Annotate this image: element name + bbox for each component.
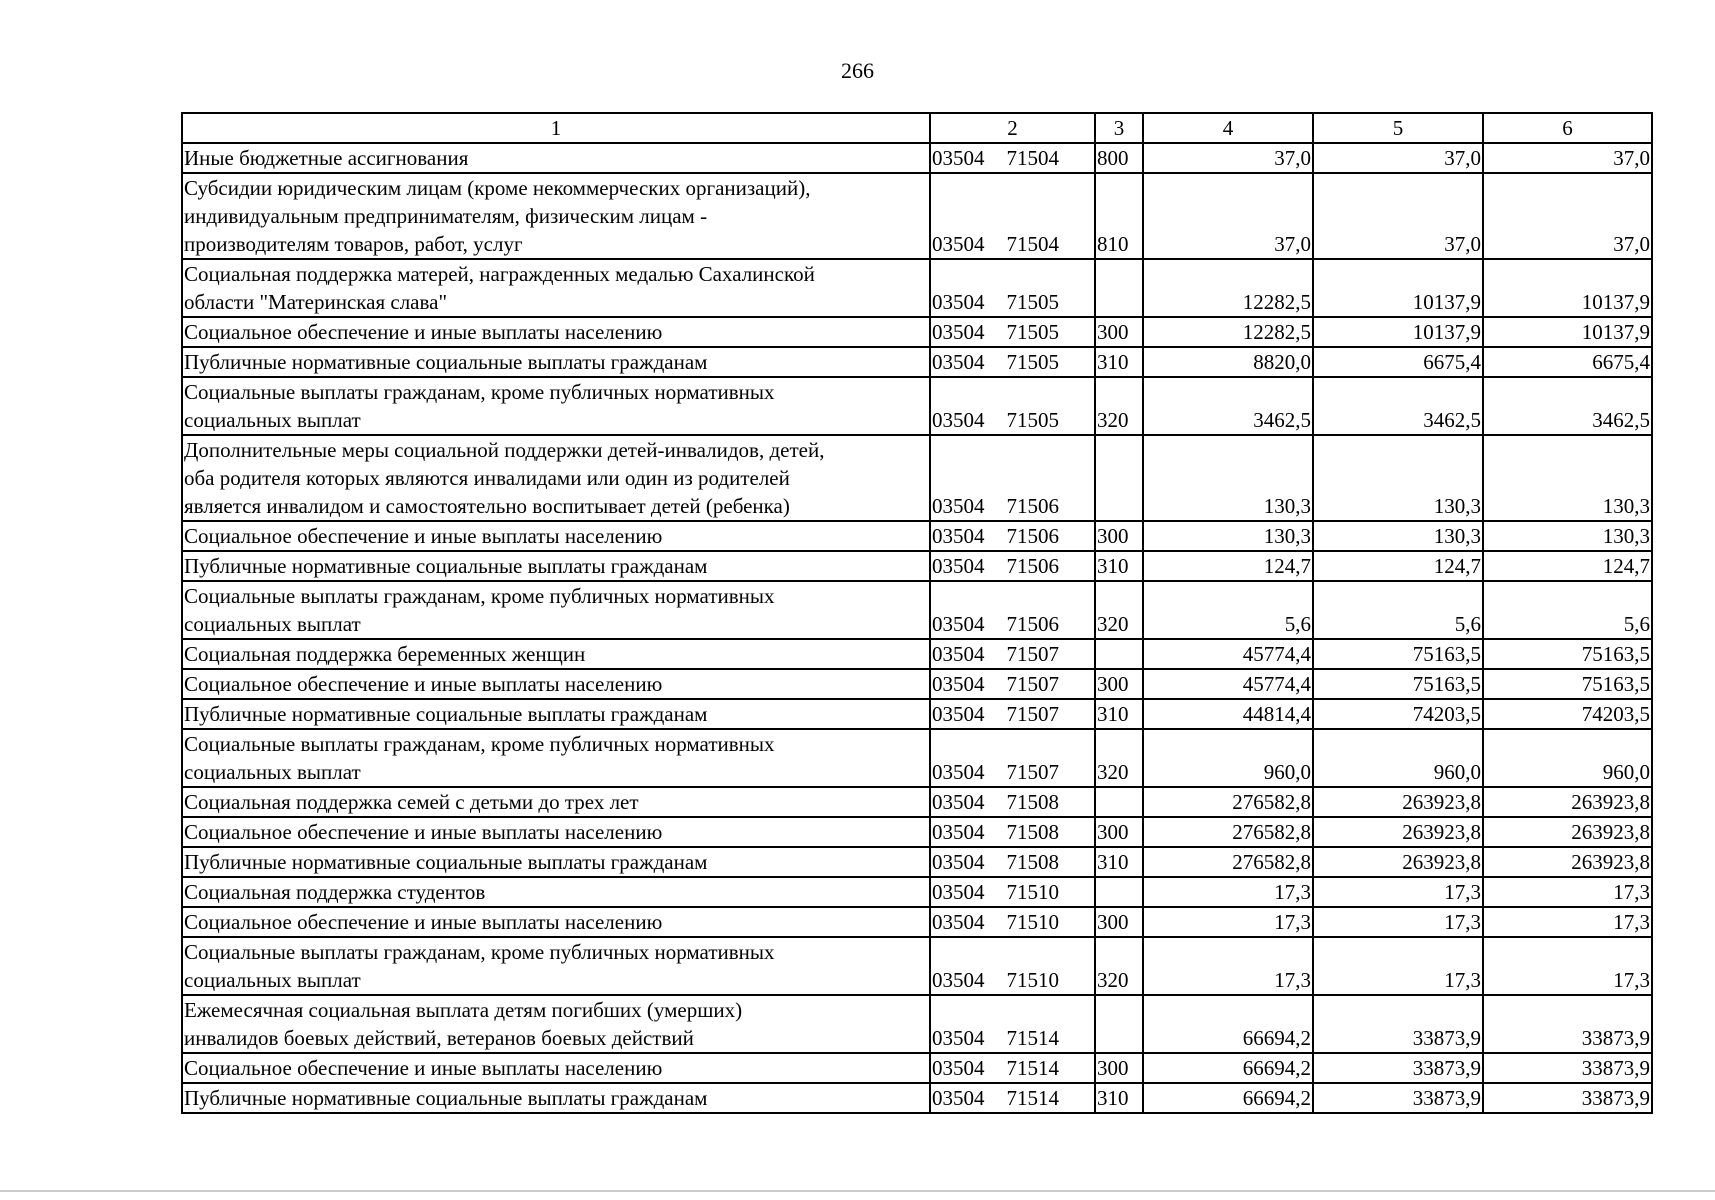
row-value-4: 130,3 — [1143, 435, 1313, 521]
row-name: Социальные выплаты гражданам, кроме публичных нормативных социальных выплат — [182, 581, 930, 639]
row-expense-type: 300 — [1095, 1053, 1143, 1083]
table-row — [182, 907, 1652, 937]
row-value-5: 10137,9 — [1313, 317, 1483, 347]
code-section: 03504 — [932, 232, 985, 256]
row-expense-type: 310 — [1095, 551, 1143, 581]
row-value-5: 37,0 — [1313, 143, 1483, 173]
row-code — [930, 377, 1095, 435]
table-row — [182, 639, 1652, 669]
table-row — [182, 347, 1652, 377]
code-section: 03504 — [932, 146, 985, 170]
row-expense-type: 310 — [1095, 347, 1143, 377]
row-code — [930, 259, 1095, 317]
row-name: Иные бюджетные ассигнования — [182, 143, 930, 173]
table-row — [182, 435, 1652, 521]
row-value-6: 263923,8 — [1483, 817, 1652, 847]
row-expense-type: 310 — [1095, 847, 1143, 877]
column-header-6: 6 — [1483, 113, 1652, 143]
row-code — [930, 1053, 1095, 1083]
column-header-2: 2 — [930, 113, 1095, 143]
table-row — [182, 377, 1652, 435]
row-value-4: 276582,8 — [1143, 787, 1313, 817]
row-value-6: 37,0 — [1483, 173, 1652, 259]
table-row — [182, 551, 1652, 581]
table-row — [182, 729, 1652, 787]
row-code — [930, 521, 1095, 551]
row-name: Социальное обеспечение и иные выплаты населению — [182, 317, 930, 347]
row-expense-type: 300 — [1095, 669, 1143, 699]
row-expense-type — [1095, 435, 1143, 521]
code-section: 03504 — [932, 408, 985, 432]
row-expense-type: 300 — [1095, 521, 1143, 551]
row-name: Публичные нормативные социальные выплаты гражданам — [182, 699, 930, 729]
code-target: 71505 — [1006, 320, 1059, 344]
row-value-4: 45774,4 — [1143, 639, 1313, 669]
row-expense-type: 800 — [1095, 143, 1143, 173]
table-row — [182, 669, 1652, 699]
code-target: 71507 — [1006, 642, 1059, 666]
table-row — [182, 259, 1652, 317]
row-value-5: 33873,9 — [1313, 995, 1483, 1053]
row-value-5: 130,3 — [1313, 435, 1483, 521]
row-value-6: 10137,9 — [1483, 317, 1652, 347]
row-code — [930, 551, 1095, 581]
row-value-5: 124,7 — [1313, 551, 1483, 581]
table-row — [182, 817, 1652, 847]
code-section: 03504 — [932, 850, 985, 874]
row-value-4: 17,3 — [1143, 937, 1313, 995]
row-expense-type: 320 — [1095, 937, 1143, 995]
row-expense-type: 300 — [1095, 907, 1143, 937]
row-value-4: 37,0 — [1143, 173, 1313, 259]
row-name: Дополнительные меры социальной поддержки детей-инвалидов, детей, оба родителя которых являются инвалидами или один из родителей является инвалидом и самостоятельно воспитывает детей (ребенка) — [182, 435, 930, 521]
row-value-6: 130,3 — [1483, 521, 1652, 551]
row-name: Социальное обеспечение и иные выплаты населению — [182, 907, 930, 937]
row-value-6: 75163,5 — [1483, 639, 1652, 669]
code-target: 71514 — [1006, 1056, 1059, 1080]
code-section: 03504 — [932, 290, 985, 314]
row-expense-type: 300 — [1095, 817, 1143, 847]
row-expense-type: 320 — [1095, 581, 1143, 639]
row-value-6: 33873,9 — [1483, 1053, 1652, 1083]
row-value-5: 263923,8 — [1313, 817, 1483, 847]
row-value-4: 5,6 — [1143, 581, 1313, 639]
row-value-5: 5,6 — [1313, 581, 1483, 639]
table-row — [182, 1053, 1652, 1083]
table-body — [182, 143, 1652, 1113]
row-code — [930, 907, 1095, 937]
row-code — [930, 347, 1095, 377]
row-value-4: 66694,2 — [1143, 1053, 1313, 1083]
code-target: 71508 — [1006, 850, 1059, 874]
row-value-6: 75163,5 — [1483, 669, 1652, 699]
row-name: Ежемесячная социальная выплата детям погибших (умерших) инвалидов боевых действий, ветеранов боевых действий — [182, 995, 930, 1053]
row-code — [930, 787, 1095, 817]
row-expense-type: 300 — [1095, 317, 1143, 347]
table-row — [182, 995, 1652, 1053]
row-code — [930, 173, 1095, 259]
code-section: 03504 — [932, 672, 985, 696]
row-value-4: 3462,5 — [1143, 377, 1313, 435]
table-row — [182, 521, 1652, 551]
code-target: 71504 — [1006, 232, 1059, 256]
row-value-6: 263923,8 — [1483, 787, 1652, 817]
code-section: 03504 — [932, 554, 985, 578]
row-value-6: 17,3 — [1483, 907, 1652, 937]
row-name: Социальная поддержка матерей, награжденных медалью Сахалинской области "Материнская слава" — [182, 259, 930, 317]
table-row — [182, 173, 1652, 259]
row-expense-type: 310 — [1095, 699, 1143, 729]
code-section: 03504 — [932, 350, 985, 374]
row-expense-type — [1095, 259, 1143, 317]
row-value-5: 17,3 — [1313, 937, 1483, 995]
code-target: 71505 — [1006, 290, 1059, 314]
row-code — [930, 1083, 1095, 1113]
code-target: 71507 — [1006, 760, 1059, 784]
row-value-6: 960,0 — [1483, 729, 1652, 787]
column-header-3: 3 — [1095, 113, 1143, 143]
row-value-4: 8820,0 — [1143, 347, 1313, 377]
row-value-4: 276582,8 — [1143, 817, 1313, 847]
code-target: 71506 — [1006, 554, 1059, 578]
row-code — [930, 877, 1095, 907]
row-value-5: 33873,9 — [1313, 1053, 1483, 1083]
row-value-4: 17,3 — [1143, 877, 1313, 907]
row-value-5: 74203,5 — [1313, 699, 1483, 729]
row-value-4: 12282,5 — [1143, 317, 1313, 347]
code-target: 71506 — [1006, 494, 1059, 518]
row-value-6: 5,6 — [1483, 581, 1652, 639]
row-value-5: 10137,9 — [1313, 259, 1483, 317]
row-value-5: 75163,5 — [1313, 669, 1483, 699]
row-value-6: 10137,9 — [1483, 259, 1652, 317]
row-value-5: 960,0 — [1313, 729, 1483, 787]
code-section: 03504 — [932, 790, 985, 814]
row-name: Социальное обеспечение и иные выплаты населению — [182, 521, 930, 551]
row-code — [930, 669, 1095, 699]
budget-table — [181, 112, 1653, 1114]
row-expense-type — [1095, 877, 1143, 907]
table-row — [182, 581, 1652, 639]
row-value-5: 17,3 — [1313, 907, 1483, 937]
row-name: Публичные нормативные социальные выплаты гражданам — [182, 551, 930, 581]
code-target: 71510 — [1006, 968, 1059, 992]
row-value-5: 17,3 — [1313, 877, 1483, 907]
row-expense-type: 810 — [1095, 173, 1143, 259]
row-expense-type — [1095, 639, 1143, 669]
row-code — [930, 995, 1095, 1053]
row-value-4: 17,3 — [1143, 907, 1313, 937]
row-value-5: 263923,8 — [1313, 847, 1483, 877]
row-value-5: 6675,4 — [1313, 347, 1483, 377]
row-code — [930, 435, 1095, 521]
table-row — [182, 143, 1652, 173]
code-target: 71504 — [1006, 146, 1059, 170]
row-expense-type — [1095, 787, 1143, 817]
row-name: Социальная поддержка студентов — [182, 877, 930, 907]
table-row — [182, 877, 1652, 907]
row-name: Социальная поддержка беременных женщин — [182, 639, 930, 669]
row-value-5: 33873,9 — [1313, 1083, 1483, 1113]
code-target: 71508 — [1006, 790, 1059, 814]
code-target: 71506 — [1006, 612, 1059, 636]
table-row — [182, 1083, 1652, 1113]
table-row — [182, 847, 1652, 877]
code-section: 03504 — [932, 524, 985, 548]
row-name: Социальное обеспечение и иные выплаты населению — [182, 817, 930, 847]
row-value-6: 37,0 — [1483, 143, 1652, 173]
row-value-6: 33873,9 — [1483, 995, 1652, 1053]
row-code — [930, 847, 1095, 877]
row-code — [930, 699, 1095, 729]
row-code — [930, 937, 1095, 995]
row-value-4: 960,0 — [1143, 729, 1313, 787]
table-header-row — [182, 113, 1652, 143]
row-value-6: 263923,8 — [1483, 847, 1652, 877]
row-name: Социальные выплаты гражданам, кроме публичных нормативных социальных выплат — [182, 729, 930, 787]
row-value-5: 263923,8 — [1313, 787, 1483, 817]
row-name: Социальная поддержка семей с детьми до трех лет — [182, 787, 930, 817]
code-section: 03504 — [932, 612, 985, 636]
code-target: 71506 — [1006, 524, 1059, 548]
scan-edge-line — [0, 1190, 1715, 1192]
row-value-6: 17,3 — [1483, 877, 1652, 907]
row-value-4: 124,7 — [1143, 551, 1313, 581]
code-target: 71507 — [1006, 702, 1059, 726]
code-target: 71514 — [1006, 1086, 1059, 1110]
row-value-6: 6675,4 — [1483, 347, 1652, 377]
code-section: 03504 — [932, 910, 985, 934]
row-value-6: 33873,9 — [1483, 1083, 1652, 1113]
row-code — [930, 729, 1095, 787]
column-header-4: 4 — [1143, 113, 1313, 143]
row-code — [930, 581, 1095, 639]
row-value-4: 37,0 — [1143, 143, 1313, 173]
row-expense-type: 320 — [1095, 729, 1143, 787]
row-name: Публичные нормативные социальные выплаты гражданам — [182, 847, 930, 877]
code-target: 71505 — [1006, 350, 1059, 374]
table-row — [182, 787, 1652, 817]
code-section: 03504 — [932, 760, 985, 784]
code-section: 03504 — [932, 820, 985, 844]
row-expense-type: 310 — [1095, 1083, 1143, 1113]
row-value-4: 12282,5 — [1143, 259, 1313, 317]
code-section: 03504 — [932, 880, 985, 904]
table-row — [182, 937, 1652, 995]
code-section: 03504 — [932, 1086, 985, 1110]
code-target: 71510 — [1006, 880, 1059, 904]
row-value-4: 276582,8 — [1143, 847, 1313, 877]
code-section: 03504 — [932, 968, 985, 992]
row-value-5: 75163,5 — [1313, 639, 1483, 669]
row-value-6: 17,3 — [1483, 937, 1652, 995]
row-value-4: 66694,2 — [1143, 1083, 1313, 1113]
code-target: 71510 — [1006, 910, 1059, 934]
table-row — [182, 317, 1652, 347]
code-section: 03504 — [932, 702, 985, 726]
row-value-4: 44814,4 — [1143, 699, 1313, 729]
code-section: 03504 — [932, 494, 985, 518]
code-section: 03504 — [932, 1026, 985, 1050]
row-value-6: 74203,5 — [1483, 699, 1652, 729]
row-name: Социальные выплаты гражданам, кроме публичных нормативных социальных выплат — [182, 937, 930, 995]
row-value-6: 130,3 — [1483, 435, 1652, 521]
row-value-4: 45774,4 — [1143, 669, 1313, 699]
code-target: 71514 — [1006, 1026, 1059, 1050]
code-target: 71508 — [1006, 820, 1059, 844]
row-code — [930, 317, 1095, 347]
column-header-1: 1 — [182, 113, 930, 143]
row-code — [930, 817, 1095, 847]
page-number: 266 — [841, 58, 874, 83]
row-name: Публичные нормативные социальные выплаты гражданам — [182, 1083, 930, 1113]
row-name: Публичные нормативные социальные выплаты гражданам — [182, 347, 930, 377]
table-row — [182, 699, 1652, 729]
row-name: Социальное обеспечение и иные выплаты населению — [182, 669, 930, 699]
row-expense-type — [1095, 995, 1143, 1053]
code-section: 03504 — [932, 1056, 985, 1080]
column-header-5: 5 — [1313, 113, 1483, 143]
row-name: Социальные выплаты гражданам, кроме публичных нормативных социальных выплат — [182, 377, 930, 435]
row-value-4: 66694,2 — [1143, 995, 1313, 1053]
row-name: Социальное обеспечение и иные выплаты населению — [182, 1053, 930, 1083]
row-name: Субсидии юридическим лицам (кроме некоммерческих организаций), индивидуальным предпринимателям, физическим лицам - производителям товаров, работ, услуг — [182, 173, 930, 259]
row-value-5: 130,3 — [1313, 521, 1483, 551]
code-target: 71505 — [1006, 408, 1059, 432]
row-code — [930, 143, 1095, 173]
row-value-6: 3462,5 — [1483, 377, 1652, 435]
row-value-4: 130,3 — [1143, 521, 1313, 551]
row-expense-type: 320 — [1095, 377, 1143, 435]
code-section: 03504 — [932, 320, 985, 344]
code-section: 03504 — [932, 642, 985, 666]
code-target: 71507 — [1006, 672, 1059, 696]
row-code — [930, 639, 1095, 669]
row-value-5: 3462,5 — [1313, 377, 1483, 435]
row-value-6: 124,7 — [1483, 551, 1652, 581]
row-value-5: 37,0 — [1313, 173, 1483, 259]
